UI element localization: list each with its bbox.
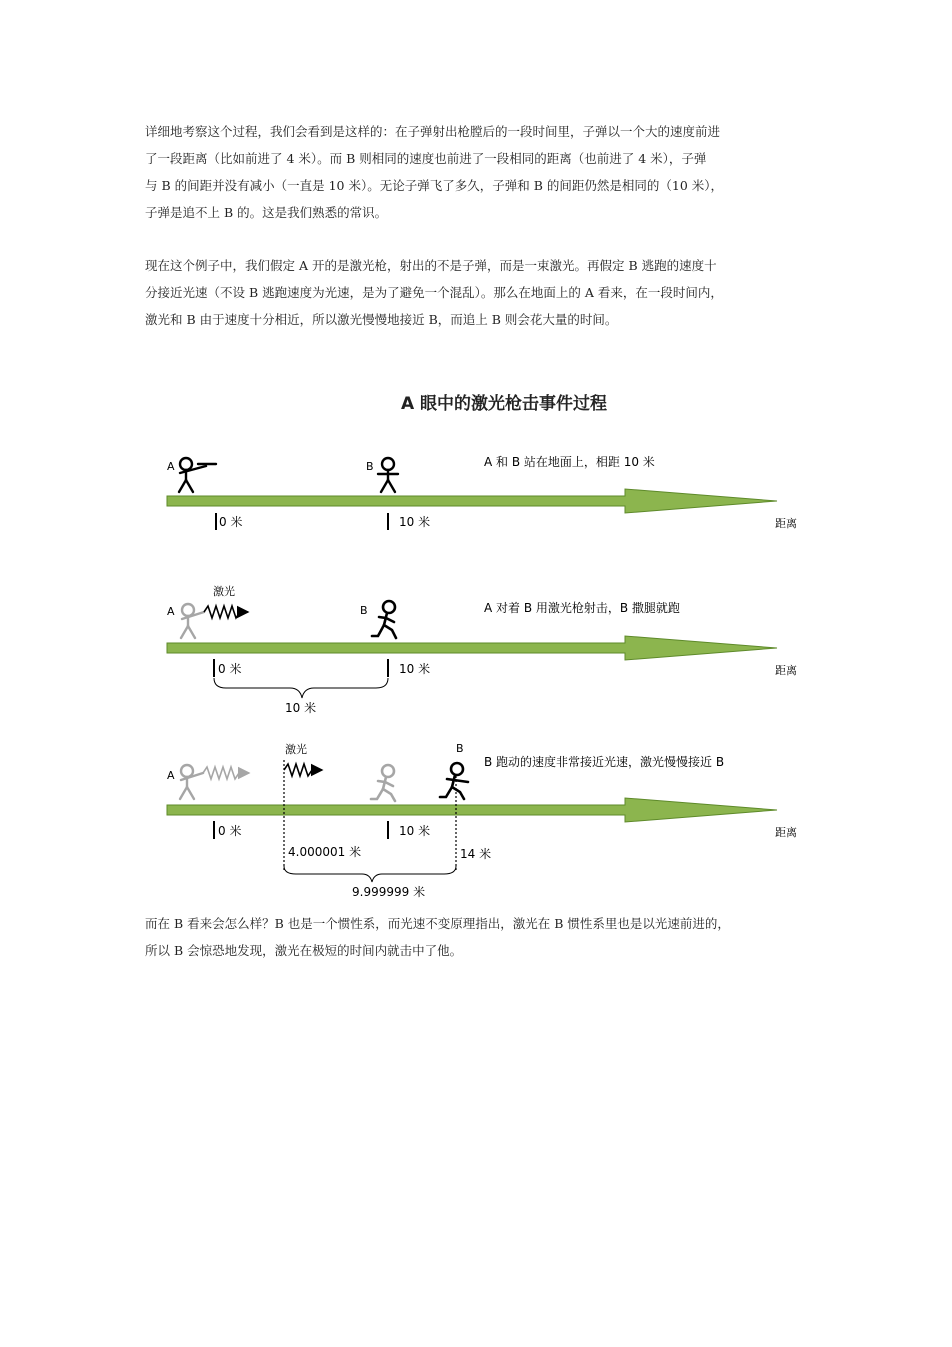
label-a: A <box>167 605 175 618</box>
label-a: A <box>167 460 175 473</box>
tick-label-10: 10 米 <box>399 824 431 838</box>
axis-label: 距离 <box>775 517 797 530</box>
paragraph-b-perspective <box>145 910 820 964</box>
text-line: 详细地考察这个过程，我们会看到是这样的：在子弹射出枪膛后的一段时间里，子弹以一个大的速度前进 <box>145 124 721 139</box>
person-a-with-gun-icon <box>179 458 216 492</box>
text-line: 子弹是追不上 B 的。这是我们熟悉的常识。 <box>145 205 388 220</box>
tick-label-0: 0 米 <box>218 662 242 676</box>
distance-arrow <box>167 636 777 660</box>
tick-label-0: 0 米 <box>218 824 242 838</box>
text-line: 与 B 的间距并没有减小（一直是 10 米）。无论子弹飞了多久，子弹和 B 的间距仍然是相同的（10 米）， <box>145 178 723 193</box>
tick-label-10: 10 米 <box>399 662 431 676</box>
label-b: B <box>456 742 464 755</box>
diagram-title: A 眼中的激光枪击事件过程 <box>400 394 608 414</box>
laser-wave-icon <box>204 606 248 618</box>
person-a-ghost-icon <box>180 765 203 799</box>
person-a-ghost-icon <box>181 604 204 638</box>
text-line: 现在这个例子中，我们假定 A 开的是激光枪，射出的不是子弹，而是一束激光。再假定 B 逃跑的速度十 <box>145 258 717 273</box>
tick-label-10: 10 米 <box>399 515 431 529</box>
person-b-running-icon <box>440 763 468 799</box>
text-line: 了一段距离（比如前进了 4 米）。而 B 则相同的速度也前进了一段相同的距离（也前进了 4 米），子弹 <box>145 151 707 166</box>
text-line: 分接近光速（不设 B 逃跑速度为光速，是为了避免一个混乱）。那么在地面上的 A 看来，在一段时间内， <box>145 285 723 300</box>
panel-1-caption: A 和 B 站在地面上，相距 10 米 <box>484 455 655 469</box>
paragraph-bullet-explanation <box>145 118 820 226</box>
label-b: B <box>360 604 368 617</box>
distance-brace <box>214 678 388 698</box>
laser-label: 激光 <box>213 585 235 598</box>
text-line: 所以 B 会惊恐地发现，激光在极短的时间内就击中了他。 <box>145 943 463 958</box>
paragraph-laser-example <box>145 252 820 333</box>
laser-wave-icon <box>284 764 322 776</box>
text-line: 而在 B 看来会怎么样？B 也是一个惯性系，而光速不变原理指出，激光在 B 惯性系里也是以光速前进的， <box>145 916 730 931</box>
person-b-running-icon <box>372 601 396 638</box>
distance-brace <box>284 866 456 882</box>
text-line: 激光和 B 由于速度十分相近，所以激光慢慢地接近 B，而追上 B 则会花大量的时间。 <box>145 312 618 327</box>
laser-distance-label: 4.000001 米 <box>288 845 362 859</box>
panel-3 <box>167 742 797 899</box>
panel-3-caption: B 跑动的速度非常接近光速，激光慢慢接近 B <box>484 755 725 769</box>
label-a: A <box>167 769 175 782</box>
tick-label-0: 0 米 <box>219 515 243 529</box>
laser-wave-ghost-icon <box>203 767 249 779</box>
person-b-ghost-running-icon <box>371 765 395 801</box>
panel-2 <box>167 584 797 715</box>
axis-label: 距离 <box>775 664 797 677</box>
axis-label: 距离 <box>775 826 797 839</box>
brace-label: 9.999999 米 <box>352 885 426 899</box>
panel-1 <box>167 454 797 530</box>
distance-arrow <box>167 798 777 822</box>
label-b: B <box>366 460 374 473</box>
laser-shooting-diagram <box>160 385 820 905</box>
panel-2-caption: A 对着 B 用激光枪射击，B 撒腿就跑 <box>484 601 680 615</box>
b-distance-label: 14 米 <box>460 847 492 861</box>
person-b-icon <box>378 458 398 492</box>
brace-label: 10 米 <box>285 701 317 715</box>
distance-arrow <box>167 489 777 513</box>
laser-label: 激光 <box>285 743 307 756</box>
